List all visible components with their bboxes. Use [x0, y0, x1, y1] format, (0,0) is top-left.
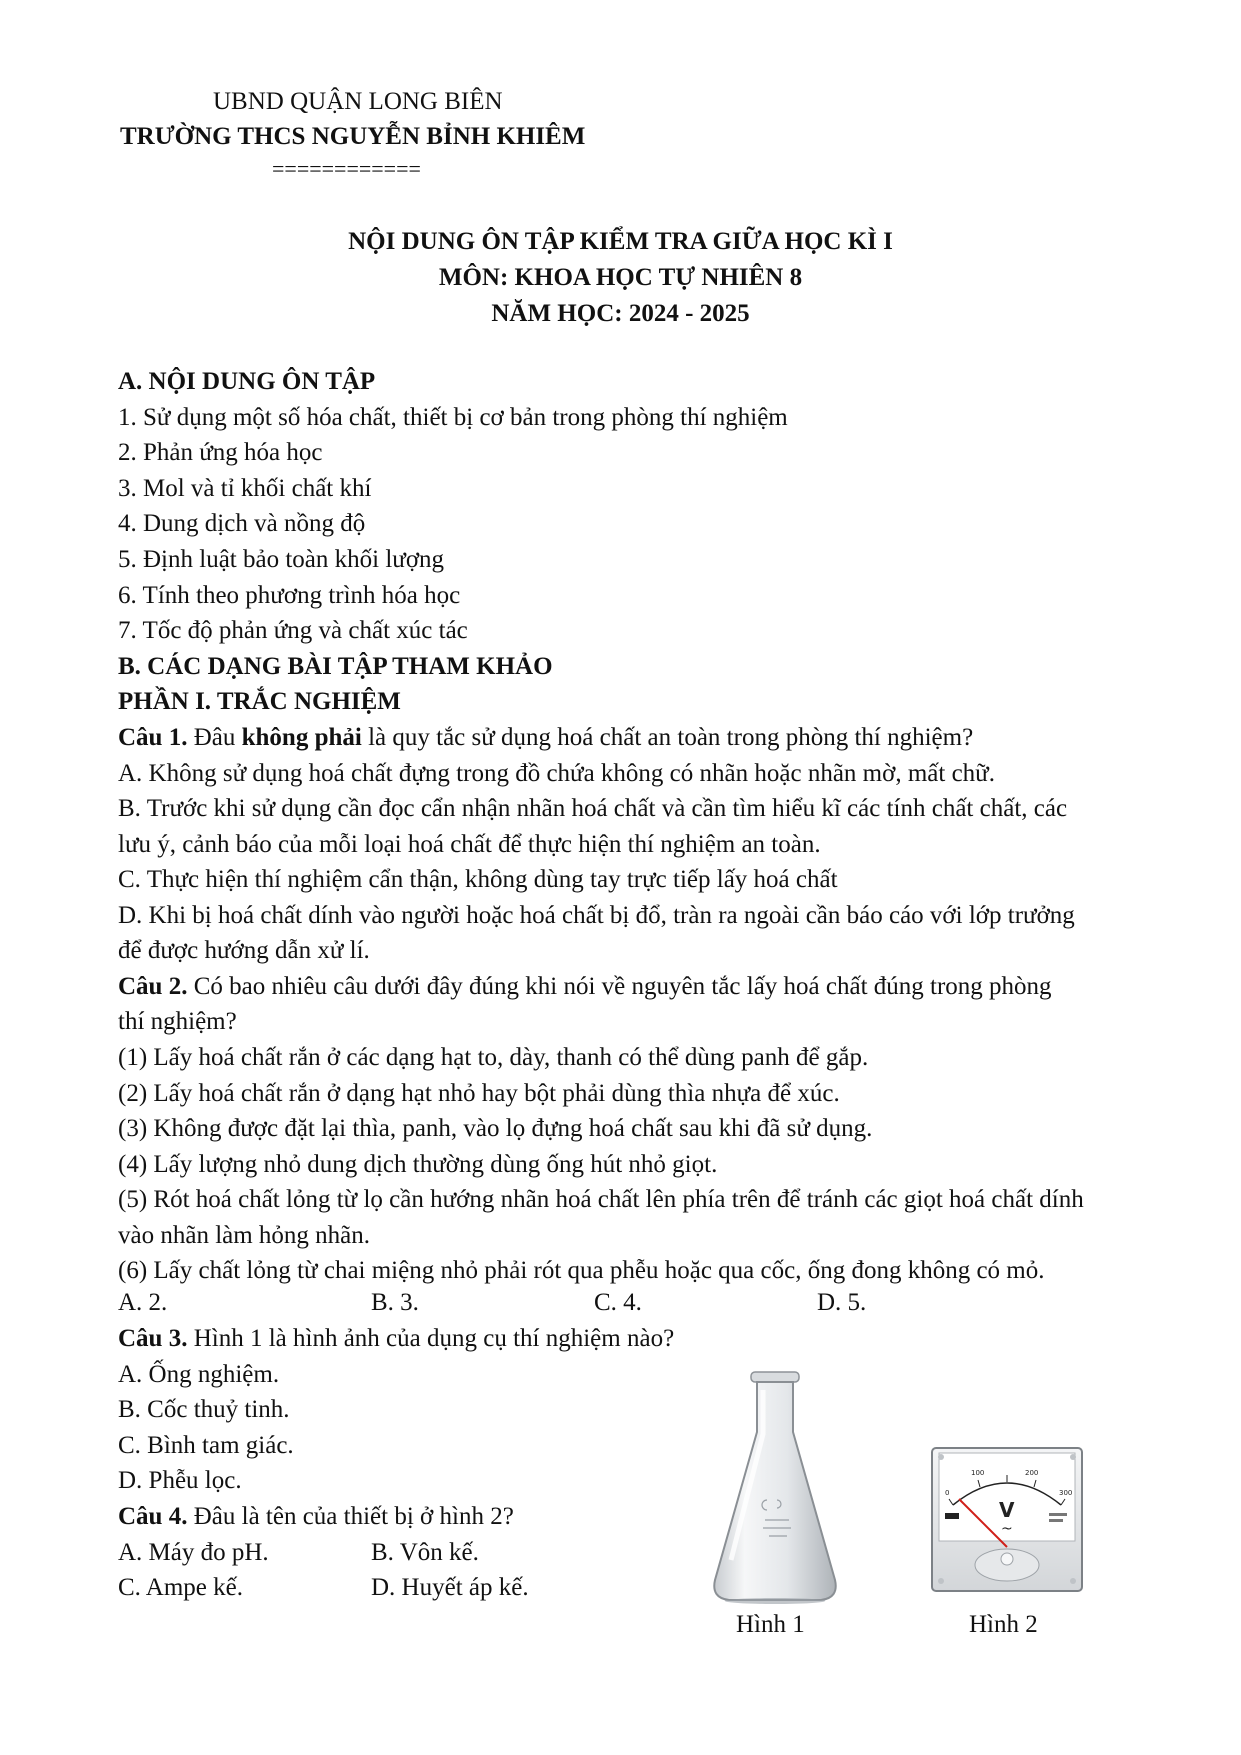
q3-option-d: D. Phễu lọc.	[118, 1467, 242, 1494]
figure-2-caption: Hình 2	[969, 1611, 1038, 1638]
section-b-heading: B. CÁC DẠNG BÀI TẬP THAM KHẢO	[118, 653, 553, 680]
question-text: là quy tắc sử dụng hoá chất an toàn trong phòng thí nghiệm?	[361, 724, 974, 751]
q2-statement-5-line1: (5) Rót hoá chất lỏng từ lọ cần hướng nhãn hoá chất lên phía trên để tránh các giọt hoá chất dính	[118, 1186, 1084, 1213]
q4-option-c: C. Ampe kế.	[118, 1574, 243, 1601]
q1-option-d-line2: để được hướng dẫn xử lí.	[118, 937, 370, 964]
question-2-cont: thí nghiệm?	[118, 1008, 237, 1035]
section-a-heading: A. NỘI DUNG ÔN TẬP	[118, 368, 376, 395]
q2-statement-6: (6) Lấy chất lỏng từ chai miệng nhỏ phải rót qua phễu hoặc qua cốc, ống đong không có mỏ.	[118, 1257, 1045, 1284]
topic-item: 1. Sử dụng một số hóa chất, thiết bị cơ bản trong phòng thí nghiệm	[118, 404, 788, 431]
question-1	[118, 720, 1158, 756]
q2-statement-3: (3) Không được đặt lại thìa, panh, vào lọ đựng hoá chất sau khi đã sử dụng.	[118, 1115, 873, 1142]
svg-text:~: ~	[1001, 1521, 1013, 1537]
question-label: Câu 2.	[118, 973, 188, 1000]
question-2	[118, 969, 1158, 1005]
topic-item: 6. Tính theo phương trình hóa học	[118, 582, 461, 609]
q2-option-d: D. 5.	[817, 1289, 867, 1316]
question-text: Đâu là tên của thiết bị ở hình 2?	[187, 1503, 514, 1530]
question-text: Hình 1 là hình ảnh của dụng cụ thí nghiệm nào?	[187, 1325, 675, 1352]
svg-text:300: 300	[1059, 1489, 1073, 1497]
question-3	[118, 1325, 674, 1353]
q2-statement-1: (1) Lấy hoá chất rắn ở các dạng hạt to, dày, thanh có thể dùng panh để gắp.	[118, 1044, 869, 1071]
topic-item: 5. Định luật bảo toàn khối lượng	[118, 546, 445, 573]
q2-statement-2: (2) Lấy hoá chất rắn ở dạng hạt nhỏ hay bột phải dùng thìa nhựa để xúc.	[118, 1080, 840, 1107]
topic-item: 4. Dung dịch và nồng độ	[118, 510, 366, 537]
q2-statement-5-line2: vào nhãn làm hỏng nhãn.	[118, 1222, 371, 1249]
question-text: Có bao nhiêu câu dưới đây đúng khi nói về nguyên tắc lấy hoá chất đúng trong phòng	[187, 973, 1052, 1000]
doc-title-line3: NĂM HỌC: 2024 - 2025	[491, 300, 750, 327]
q1-option-c: C. Thực hiện thí nghiệm cẩn thận, không dùng tay trực tiếp lấy hoá chất	[118, 866, 838, 893]
voltmeter-icon	[931, 1447, 1083, 1592]
school-name: TRƯỜNG THCS NGUYỄN BỈNH KHIÊM	[120, 123, 586, 150]
topic-item: 3. Mol và tỉ khối chất khí	[118, 475, 372, 502]
figure-1-flask	[705, 1370, 845, 1605]
q2-statement-4: (4) Lấy lượng nhỏ dung dịch thường dùng ống hút nhỏ giọt.	[118, 1151, 718, 1178]
question-text: Đâu	[187, 724, 242, 751]
doc-title-line2: MÔN: KHOA HỌC TỰ NHIÊN 8	[438, 264, 803, 291]
question-label: Câu 1.	[118, 724, 188, 751]
topic-item: 7. Tốc độ phản ứng và chất xúc tác	[118, 617, 468, 644]
svg-text:V: V	[999, 1498, 1015, 1522]
svg-text:200: 200	[1025, 1469, 1039, 1477]
question-4	[118, 1503, 514, 1531]
q2-option-c: C. 4.	[594, 1289, 642, 1316]
header-divider: ============	[272, 156, 421, 181]
q1-option-b-line1: B. Trước khi sử dụng cần đọc cẩn nhận nhãn hoá chất và cần tìm hiểu kĩ các tính chất chất, các	[118, 795, 1068, 822]
q3-option-b: B. Cốc thuỷ tinh.	[118, 1396, 290, 1423]
svg-text:100: 100	[971, 1469, 985, 1477]
q4-option-d: D. Huyết áp kế.	[371, 1574, 529, 1601]
q4-option-a: A. Máy đo pH.	[118, 1539, 269, 1566]
q4-option-b: B. Vôn kế.	[371, 1539, 479, 1566]
district-name: UBND QUẬN LONG BIÊN	[213, 88, 503, 115]
part1-heading: PHẦN I. TRẮC NGHIỆM	[118, 688, 401, 715]
svg-text:0: 0	[945, 1489, 950, 1497]
question-emphasis: không phải	[241, 724, 362, 751]
q2-option-b: B. 3.	[371, 1289, 419, 1316]
doc-title-line1: NỘI DUNG ÔN TẬP KIỂM TRA GIỮA HỌC KÌ I	[348, 228, 893, 255]
topic-item: 2. Phản ứng hóa học	[118, 439, 323, 466]
q3-option-c: C. Bình tam giác.	[118, 1432, 294, 1459]
q1-option-d-line1: D. Khi bị hoá chất dính vào người hoặc hoá chất bị đổ, tràn ra ngoài cần báo cáo với lớp trưởng	[118, 902, 1075, 929]
q2-option-a: A. 2.	[118, 1289, 168, 1316]
figure-1-caption: Hình 1	[736, 1611, 805, 1638]
q1-option-a: A. Không sử dụng hoá chất đựng trong đồ chứa không có nhãn hoặc nhãn mờ, mất chữ.	[118, 760, 995, 787]
flask-icon	[705, 1370, 845, 1605]
question-label: Câu 4.	[118, 1503, 188, 1530]
figure-2-voltmeter	[931, 1447, 1083, 1592]
q3-option-a: A. Ống nghiệm.	[118, 1361, 280, 1388]
q1-option-b-line2: lưu ý, cảnh báo của mỗi loại hoá chất để thực hiện thí nghiệm an toàn.	[118, 831, 821, 858]
question-label: Câu 3.	[118, 1325, 188, 1352]
